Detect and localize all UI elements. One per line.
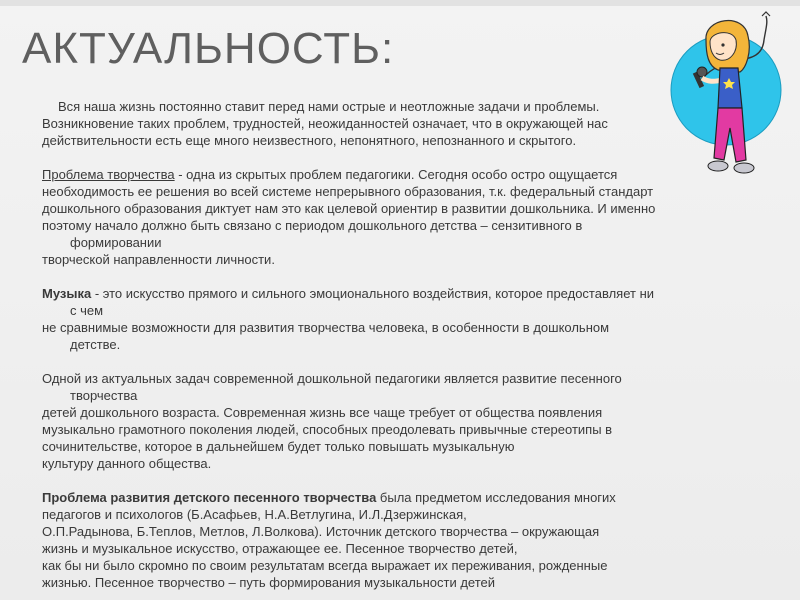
p3-term: Музыка <box>42 286 92 301</box>
p3-line-2: не сравнимые возможности для развития творчества человека, в особенности в дошкольном <box>42 320 610 335</box>
paragraph-gap <box>42 149 770 166</box>
p4-line-5: культуру данного общества. <box>42 456 212 471</box>
p3-line-1-rest: - это искусство прямого и сильного эмоционального воздействия, которое предоставляет ни <box>91 286 655 301</box>
p2-line-4-wrap: формировании <box>70 235 162 250</box>
p4-line-3: музыкально грамотного поколения людей, способных преодолевать привычные стереотипы в <box>42 422 613 437</box>
slide-body <box>42 98 770 591</box>
p3-line-1 <box>42 285 770 302</box>
p1-line-3: действительности есть еще много неизвестного, непонятного, непознанного и скрытого. <box>42 133 577 148</box>
p5-line-3: О.П.Радынова, Б.Теплов, Метлов, Л.Волкова). Источник детского творчества – окружающая <box>42 524 600 539</box>
p1-line-1: Вся наша жизнь постоянно ставит перед нами острые и неотложные задачи и проблемы. <box>58 99 600 114</box>
paragraph-gap <box>42 268 770 285</box>
p2-line-1 <box>42 166 770 183</box>
slide-top-border <box>0 0 800 6</box>
p5-line-2: педагогов и психологов (Б.Асафьев, Н.А.Ветлугина, И.Л.Дзержинская, <box>42 507 467 522</box>
p1-line-2: Возникновение таких проблем, трудностей, неожиданностей означает, что в окружающей нас <box>42 116 608 131</box>
paragraph-gap <box>42 353 770 370</box>
p2-term: Проблема творчества <box>42 167 175 182</box>
p5-line-5: как бы ни было скромно по своим результатам всегда выражает их переживания, рожденные <box>42 558 608 573</box>
p2-line-2: необходимость ее решения во всей системе непрерывного образования, т.к. федеральный стандарт <box>42 184 654 199</box>
p2-line-5: творческой направленности личности. <box>42 252 275 267</box>
p5-line-1-rest: была предметом исследования многих <box>376 490 616 505</box>
p4-line-2: детей дошкольного возраста. Современная жизнь все чаще требует от общества появления <box>42 405 603 420</box>
paragraph-gap <box>42 472 770 489</box>
slide-title: АКТУАЛЬНОСТЬ: <box>22 24 395 73</box>
p4-line-1: Одной из актуальных задач современной дошкольной педагогики является развитие песенного <box>42 371 622 386</box>
p3-line-2-wrap: детстве. <box>70 337 121 352</box>
p5-term: Проблема развития детского песенного творчества <box>42 490 377 505</box>
p2-line-3: дошкольного образования диктует нам это как целевой ориентир в развитии дошкольника. И именно <box>42 201 656 216</box>
p2-line-4: поэтому начало должно быть связано с периодом дошкольного детства – сензитивного в <box>42 218 583 233</box>
p4-line-4: сочинительстве, которое в дальнейшем будет только повышать музыкальную <box>42 439 515 454</box>
p4-line-1-wrap: творчества <box>70 388 138 403</box>
p5-line-1 <box>42 489 770 506</box>
p5-line-6: жизнью. Песенное творчество – путь формирования музыкальности детей <box>42 575 496 590</box>
p5-line-4: жизнь и музыкальное искусство, отражающее ее. Песенное творчество детей, <box>42 541 518 556</box>
p2-line-1-rest: - одна из скрытых проблем педагогики. Сегодня особо остро ощущается <box>174 167 618 182</box>
p3-line-1-wrap: с чем <box>70 303 104 318</box>
